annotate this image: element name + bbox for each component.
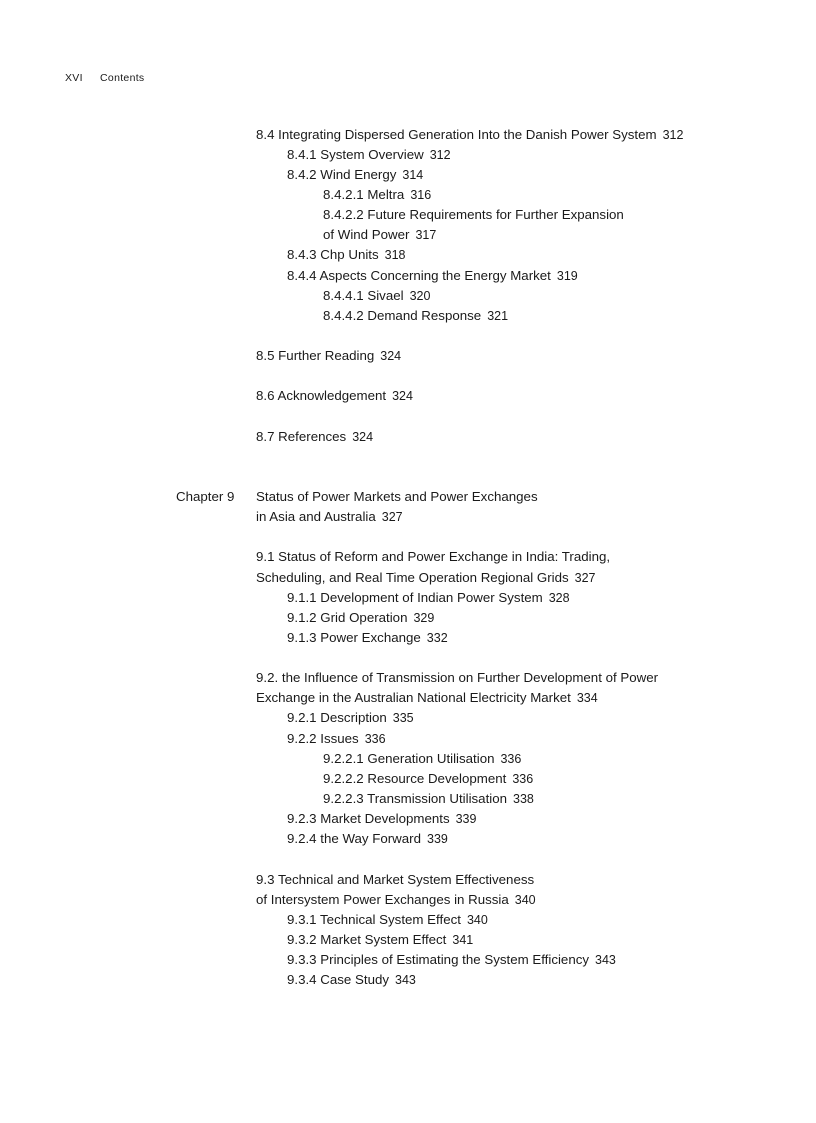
toc-entry-title: 8.4.4.1 Sivael (323, 288, 404, 303)
toc-entry-title: 8.4 Integrating Dispersed Generation Into the Danish Power System (256, 127, 657, 142)
toc-entry-page: 324 (380, 349, 402, 363)
toc-entry (256, 346, 401, 366)
toc-entry-page: 340 (514, 893, 536, 907)
toc-entry-page: 324 (392, 389, 413, 403)
toc-entry-title: in Asia and Australia (256, 509, 376, 524)
toc-entry-page: 338 (513, 792, 534, 806)
toc-entry (256, 487, 538, 507)
toc-entry-page: 335 (392, 711, 414, 725)
toc-entry (256, 507, 403, 527)
toc-entry-title: 8.7 References (256, 429, 347, 444)
toc-entry-title: 9.1 Status of Reform and Power Exchange in India: Trading, (256, 549, 611, 564)
toc-entry-page: 318 (384, 248, 406, 262)
toc-entry (323, 185, 431, 205)
toc-entry-page: 339 (427, 832, 448, 846)
toc-entry (287, 930, 473, 950)
toc-entry-title: 9.2.1 Description (287, 710, 387, 725)
toc-entry-title: 9.1.3 Power Exchange (287, 630, 421, 645)
toc-entry-page: 332 (426, 631, 448, 645)
toc-entry (323, 789, 534, 809)
toc-entry-title: 8.4.2.2 Future Requirements for Further Expansion (323, 207, 624, 222)
toc-entry-page: 321 (487, 309, 509, 323)
toc-entry (287, 708, 414, 728)
toc-entry (287, 970, 416, 990)
toc-entry-page: 320 (409, 289, 431, 303)
toc-entry-title: Status of Power Markets and Power Exchanges (256, 489, 538, 504)
toc-entry-title: 9.1.1 Development of Indian Power System (287, 590, 543, 605)
toc-entry-title: 9.3.1 Technical System Effect (287, 912, 461, 927)
toc-entry (256, 547, 610, 567)
toc-entry-title: 9.3 Technical and Market System Effectiveness (256, 872, 535, 887)
toc-entry-page: 312 (662, 128, 684, 142)
toc-entry-title: 9.1.2 Grid Operation (287, 610, 408, 625)
toc-entry-title: 9.3.3 Principles of Estimating the System Efficiency (287, 952, 590, 967)
toc-entry (287, 165, 423, 185)
toc-entry-page: 328 (548, 591, 570, 605)
toc-entry-title: 8.4.4 Aspects Concerning the Energy Market (287, 268, 551, 283)
toc-entry-page: 327 (574, 571, 596, 585)
toc-entry-page: 341 (452, 933, 474, 947)
toc-entry (256, 688, 598, 708)
toc-entry (323, 749, 521, 769)
toc-entry-title: 9.2.2.3 Transmission Utilisation (323, 791, 508, 806)
running-head-title: Contents (100, 72, 145, 84)
toc-entry-title: of Intersystem Power Exchanges in Russia (256, 892, 509, 907)
toc-entry (256, 668, 658, 688)
toc-entry-page: 336 (512, 772, 534, 786)
toc-entry-page: 314 (402, 168, 424, 182)
toc-entry-page: 329 (413, 611, 435, 625)
toc-entry-title: 8.5 Further Reading (256, 348, 375, 363)
toc-entry-page: 316 (410, 188, 432, 202)
toc-entry (287, 588, 570, 608)
toc-entry-title: of Wind Power (323, 227, 410, 242)
toc-entry-page: 327 (381, 510, 403, 524)
toc-entry-title: 9.3.4 Case Study (287, 972, 390, 987)
toc-entry-title: 8.4.4.2 Demand Response (323, 308, 482, 323)
toc-entry (287, 809, 476, 829)
toc-entry (287, 245, 406, 265)
running-head (65, 72, 144, 84)
toc-entry (287, 910, 488, 930)
toc-entry-title: 9.2.2.1 Generation Utilisation (323, 751, 495, 766)
toc-entry-title: 8.4.2 Wind Energy (287, 167, 397, 182)
toc-entry-page: 336 (364, 732, 386, 746)
toc-entry-title: 8.4.3 Chp Units (287, 247, 379, 262)
toc-entry (323, 306, 508, 326)
toc-entry (287, 145, 451, 165)
toc-entry (256, 890, 536, 910)
toc-entry (323, 769, 533, 789)
toc-entry-title: 9.2.2 Issues (287, 731, 359, 746)
toc-entry-title: Scheduling, and Real Time Operation Regional Grids (256, 570, 569, 585)
toc-entry-page: 324 (352, 430, 374, 444)
toc-entry-title: 8.4.1 System Overview (287, 147, 424, 162)
toc-entry (323, 225, 436, 245)
toc-entry-page: 319 (556, 269, 578, 283)
toc-entry (287, 608, 434, 628)
page-number: XVI (65, 72, 83, 84)
toc-entry (256, 427, 373, 447)
toc-entry-title: 9.2.2.2 Resource Development (323, 771, 507, 786)
toc-entry (256, 568, 596, 588)
toc-entry-page: 334 (576, 691, 598, 705)
toc-entry-title: 9.2.3 Market Developments (287, 811, 450, 826)
toc-entry-page: 336 (500, 752, 522, 766)
toc-entry (287, 266, 578, 286)
toc-entry (287, 829, 448, 849)
toc-entry (287, 628, 448, 648)
toc-entry (256, 870, 534, 890)
toc-entry-title: 8.6 Acknowledgement (256, 388, 387, 403)
toc-entry (323, 205, 624, 225)
toc-entry (256, 125, 683, 145)
toc-entry-page: 317 (415, 228, 437, 242)
toc-entry (287, 729, 386, 749)
toc-entry-title: 9.3.2 Market System Effect (287, 932, 447, 947)
toc-entry (323, 286, 430, 306)
chapter-label: Chapter 9 (176, 489, 235, 504)
toc-entry-title: 9.2.4 the Way Forward (287, 831, 422, 846)
toc-entry (256, 386, 413, 406)
toc-entry-page: 312 (429, 148, 451, 162)
toc-entry (287, 950, 616, 970)
toc-entry-page: 339 (455, 812, 477, 826)
toc-entry-page: 343 (395, 973, 416, 987)
toc-entry-title: Exchange in the Australian National Electricity Market (256, 690, 571, 705)
toc-entry-page: 340 (466, 913, 488, 927)
toc-entry-title: 9.2. the Influence of Transmission on Further Development of Power (256, 670, 659, 685)
toc-entry-title: 8.4.2.1 Meltra (323, 187, 405, 202)
toc-entry-page: 343 (595, 953, 616, 967)
